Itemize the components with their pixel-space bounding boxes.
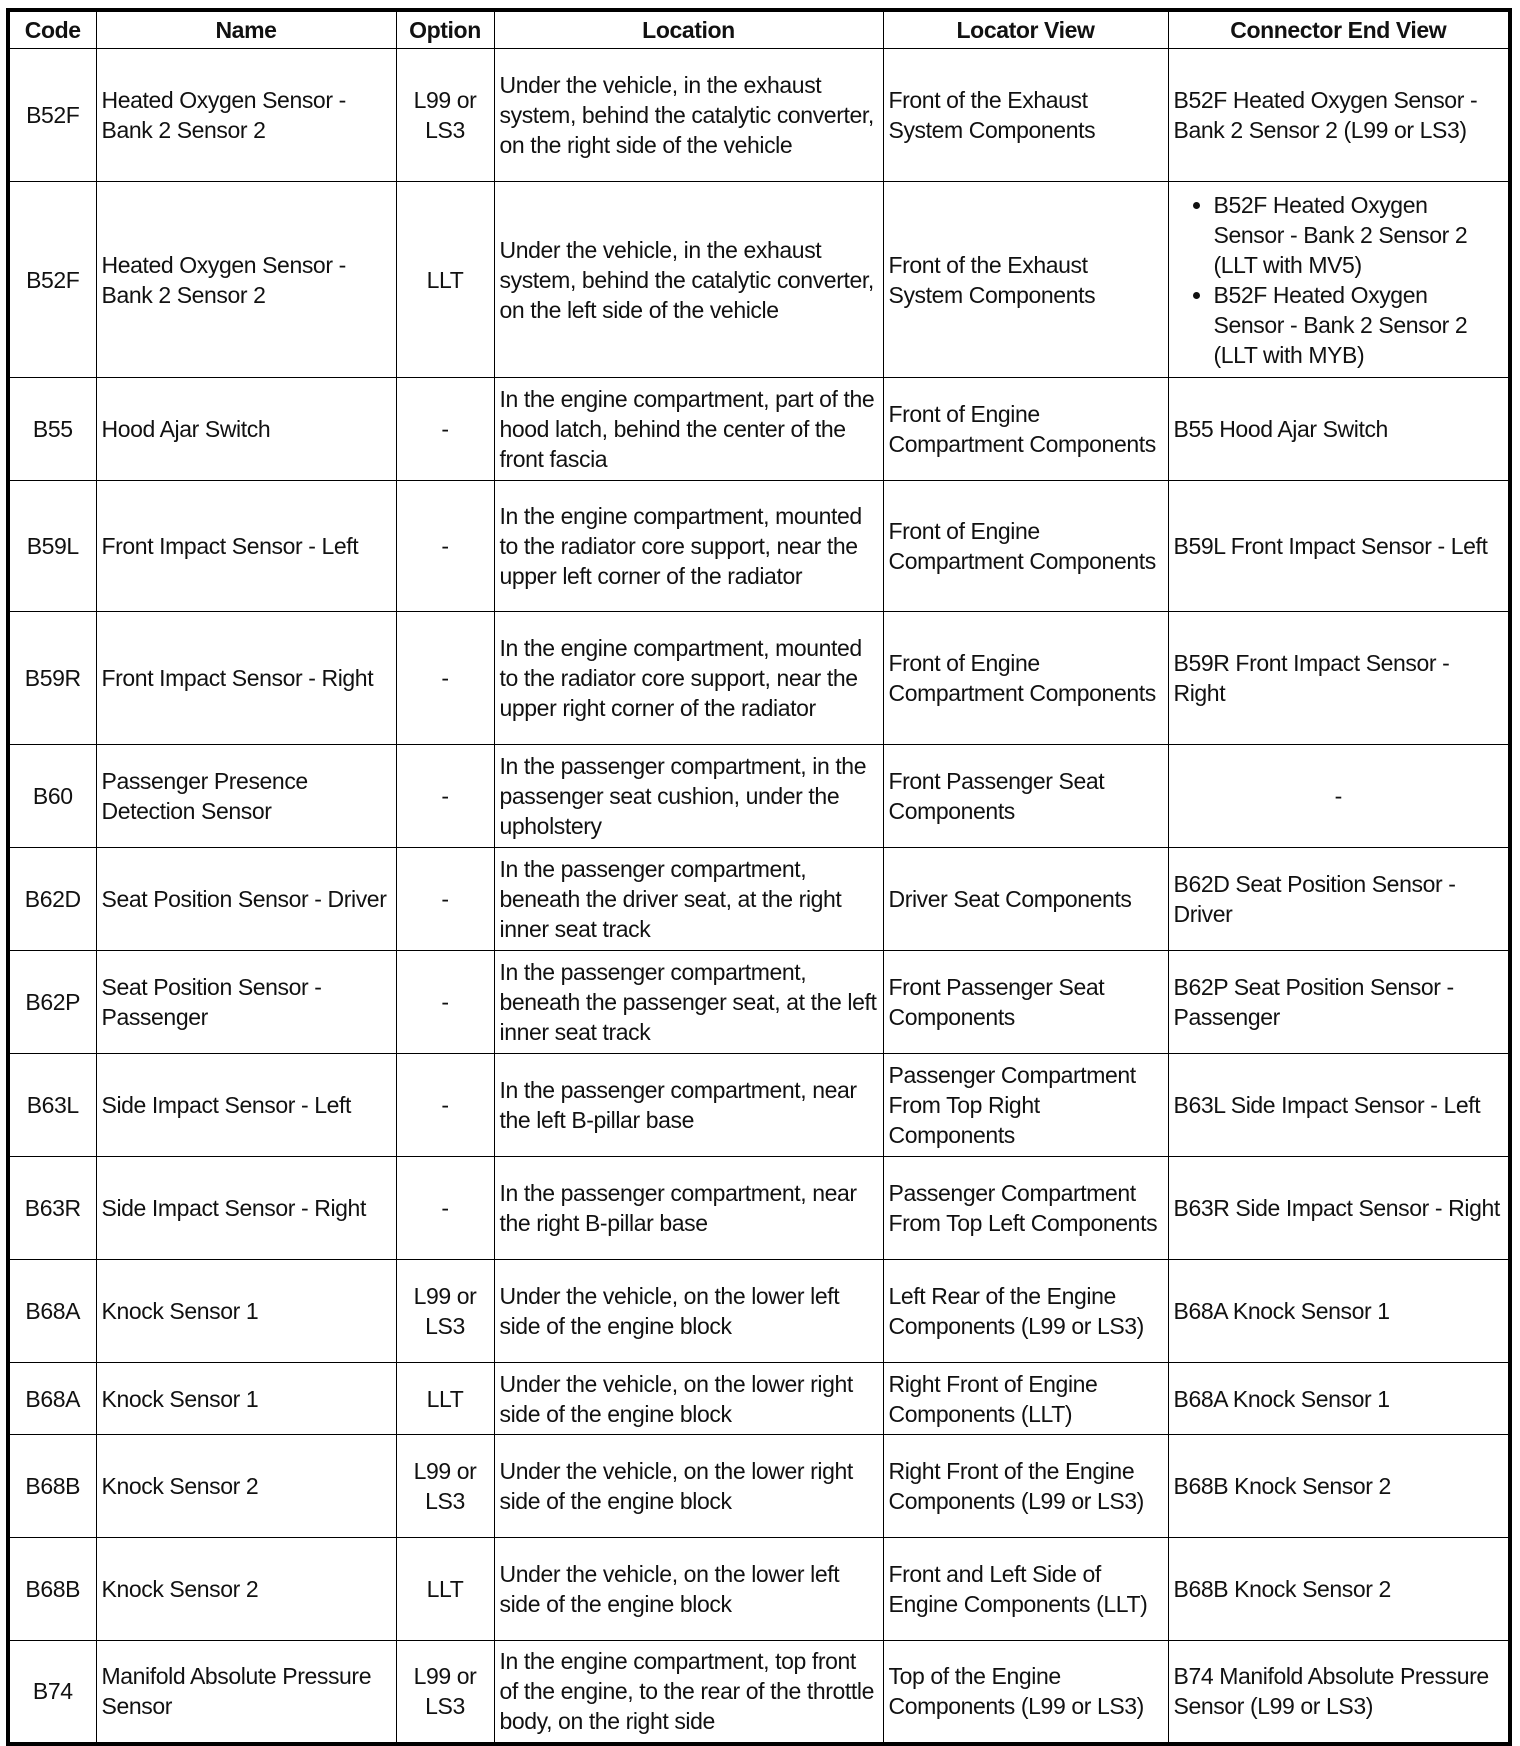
name-cell: Seat Position Sensor - Driver xyxy=(96,848,396,951)
location-cell: In the engine compartment, mounted to the radiator core support, near the upper left corner of the radiator xyxy=(494,481,883,612)
name-cell: Knock Sensor 2 xyxy=(96,1538,396,1641)
connector-end-view-cell: B55 Hood Ajar Switch xyxy=(1168,378,1510,481)
option-cell: - xyxy=(396,481,494,612)
header-code: Code xyxy=(8,10,96,49)
connector-end-view-cell: B68B Knock Sensor 2 xyxy=(1168,1538,1510,1641)
code-cell: B62P xyxy=(8,951,96,1054)
connector-end-view-cell: B62D Seat Position Sensor - Driver xyxy=(1168,848,1510,951)
location-cell: In the passenger compartment, beneath the passenger seat, at the left inner seat track xyxy=(494,951,883,1054)
name-cell: Passenger Presence Detection Sensor xyxy=(96,745,396,848)
table-row xyxy=(8,481,1510,612)
locator-view-cell: Right Front of the Engine Components (L99 or LS3) xyxy=(883,1435,1168,1538)
name-cell: Seat Position Sensor - Passenger xyxy=(96,951,396,1054)
connector-end-view-cell: B63R Side Impact Sensor - Right xyxy=(1168,1157,1510,1260)
table-row xyxy=(8,378,1510,481)
locator-view-cell: Front of Engine Compartment Components xyxy=(883,481,1168,612)
code-cell: B63L xyxy=(8,1054,96,1157)
name-cell: Front Impact Sensor - Right xyxy=(96,612,396,745)
option-cell: L99 or LS3 xyxy=(396,1435,494,1538)
connector-end-view-cell: B52F Heated Oxygen Sensor - Bank 2 Sensor 2 (L99 or LS3) xyxy=(1168,49,1510,182)
connector-end-view-cell: - xyxy=(1168,745,1510,848)
name-cell: Side Impact Sensor - Right xyxy=(96,1157,396,1260)
name-cell: Knock Sensor 2 xyxy=(96,1435,396,1538)
connector-list-item: • B52F Heated Oxygen Sensor - Bank 2 Sensor 2 (LLT with MYB) xyxy=(1214,280,1504,370)
name-cell: Manifold Absolute Pressure Sensor xyxy=(96,1641,396,1744)
locator-view-cell: Front Passenger Seat Components xyxy=(883,745,1168,848)
location-cell: In the passenger compartment, near the right B-pillar base xyxy=(494,1157,883,1260)
table-row xyxy=(8,1054,1510,1157)
locator-view-cell: Front and Left Side of Engine Components (LLT) xyxy=(883,1538,1168,1641)
name-cell: Heated Oxygen Sensor - Bank 2 Sensor 2 xyxy=(96,49,396,182)
connector-end-view-cell xyxy=(1168,182,1510,378)
table-row xyxy=(8,49,1510,182)
connector-end-view-cell: B59L Front Impact Sensor - Left xyxy=(1168,481,1510,612)
connector-end-view-cell: B68A Knock Sensor 1 xyxy=(1168,1363,1510,1435)
connector-list-item: • B52F Heated Oxygen Sensor - Bank 2 Sensor 2 (LLT with MV5) xyxy=(1214,190,1504,280)
locator-view-cell: Front Passenger Seat Components xyxy=(883,951,1168,1054)
option-cell: L99 or LS3 xyxy=(396,1260,494,1363)
locator-view-cell: Top of the Engine Components (L99 or LS3) xyxy=(883,1641,1168,1744)
location-cell: In the passenger compartment, beneath the driver seat, at the right inner seat track xyxy=(494,848,883,951)
table-row xyxy=(8,1435,1510,1538)
code-cell: B68B xyxy=(8,1435,96,1538)
option-cell: - xyxy=(396,1157,494,1260)
table-row xyxy=(8,1641,1510,1744)
table-row xyxy=(8,1538,1510,1641)
header-location: Location xyxy=(494,10,883,49)
name-cell: Hood Ajar Switch xyxy=(96,378,396,481)
option-cell: - xyxy=(396,612,494,745)
code-cell: B52F xyxy=(8,49,96,182)
code-cell: B62D xyxy=(8,848,96,951)
table-row xyxy=(8,1260,1510,1363)
table-row xyxy=(8,848,1510,951)
code-cell: B55 xyxy=(8,378,96,481)
code-cell: B60 xyxy=(8,745,96,848)
location-cell: In the passenger compartment, in the passenger seat cushion, under the upholstery xyxy=(494,745,883,848)
connector-end-view-cell: B74 Manifold Absolute Pressure Sensor (L99 or LS3) xyxy=(1168,1641,1510,1744)
code-cell: B52F xyxy=(8,182,96,378)
location-cell: Under the vehicle, on the lower right side of the engine block xyxy=(494,1363,883,1435)
option-cell: - xyxy=(396,1054,494,1157)
header-connector-end-view: Connector End View xyxy=(1168,10,1510,49)
connector-end-view-cell: B63L Side Impact Sensor - Left xyxy=(1168,1054,1510,1157)
header-name: Name xyxy=(96,10,396,49)
connector-list xyxy=(1174,190,1504,370)
locator-view-cell: Front of the Exhaust System Components xyxy=(883,182,1168,378)
code-cell: B68A xyxy=(8,1260,96,1363)
table-row xyxy=(8,951,1510,1054)
locator-view-cell: Front of Engine Compartment Components xyxy=(883,378,1168,481)
name-cell: Knock Sensor 1 xyxy=(96,1260,396,1363)
name-cell: Side Impact Sensor - Left xyxy=(96,1054,396,1157)
location-cell: Under the vehicle, on the lower left side of the engine block xyxy=(494,1260,883,1363)
location-cell: Under the vehicle, on the lower right side of the engine block xyxy=(494,1435,883,1538)
location-cell: In the engine compartment, mounted to the radiator core support, near the upper right corner of the radiator xyxy=(494,612,883,745)
code-cell: B68A xyxy=(8,1363,96,1435)
location-cell: In the passenger compartment, near the left B-pillar base xyxy=(494,1054,883,1157)
locator-view-cell: Driver Seat Components xyxy=(883,848,1168,951)
connector-end-view-cell: B68B Knock Sensor 2 xyxy=(1168,1435,1510,1538)
option-cell: - xyxy=(396,745,494,848)
component-locator-table xyxy=(6,8,1512,1746)
code-cell: B59L xyxy=(8,481,96,612)
code-cell: B63R xyxy=(8,1157,96,1260)
locator-view-cell: Left Rear of the Engine Components (L99 or LS3) xyxy=(883,1260,1168,1363)
location-cell: In the engine compartment, top front of the engine, to the rear of the throttle body, on the right side xyxy=(494,1641,883,1744)
location-cell: Under the vehicle, in the exhaust system, behind the catalytic converter, on the right side of the vehicle xyxy=(494,49,883,182)
option-cell: LLT xyxy=(396,1538,494,1641)
location-cell: Under the vehicle, in the exhaust system, behind the catalytic converter, on the left side of the vehicle xyxy=(494,182,883,378)
location-cell: In the engine compartment, part of the hood latch, behind the center of the front fascia xyxy=(494,378,883,481)
header-option: Option xyxy=(396,10,494,49)
table-row xyxy=(8,745,1510,848)
locator-view-cell: Front of the Exhaust System Components xyxy=(883,49,1168,182)
table-row xyxy=(8,1157,1510,1260)
option-cell: LLT xyxy=(396,1363,494,1435)
locator-view-cell: Right Front of Engine Components (LLT) xyxy=(883,1363,1168,1435)
connector-end-view-cell: B62P Seat Position Sensor - Passenger xyxy=(1168,951,1510,1054)
connector-end-view-cell: B59R Front Impact Sensor - Right xyxy=(1168,612,1510,745)
header-locator-view: Locator View xyxy=(883,10,1168,49)
code-cell: B59R xyxy=(8,612,96,745)
option-cell: L99 or LS3 xyxy=(396,49,494,182)
table-row xyxy=(8,1363,1510,1435)
connector-end-view-cell: B68A Knock Sensor 1 xyxy=(1168,1260,1510,1363)
locator-view-cell: Passenger Compartment From Top Left Components xyxy=(883,1157,1168,1260)
option-cell: L99 or LS3 xyxy=(396,1641,494,1744)
name-cell: Front Impact Sensor - Left xyxy=(96,481,396,612)
name-cell: Heated Oxygen Sensor - Bank 2 Sensor 2 xyxy=(96,182,396,378)
locator-view-cell: Passenger Compartment From Top Right Components xyxy=(883,1054,1168,1157)
locator-view-cell: Front of Engine Compartment Components xyxy=(883,612,1168,745)
table-row xyxy=(8,182,1510,378)
code-cell: B74 xyxy=(8,1641,96,1744)
code-cell: B68B xyxy=(8,1538,96,1641)
option-cell: - xyxy=(396,848,494,951)
option-cell: - xyxy=(396,951,494,1054)
option-cell: - xyxy=(396,378,494,481)
option-cell: LLT xyxy=(396,182,494,378)
table-row xyxy=(8,612,1510,745)
header-row xyxy=(8,10,1510,49)
name-cell: Knock Sensor 1 xyxy=(96,1363,396,1435)
location-cell: Under the vehicle, on the lower left side of the engine block xyxy=(494,1538,883,1641)
